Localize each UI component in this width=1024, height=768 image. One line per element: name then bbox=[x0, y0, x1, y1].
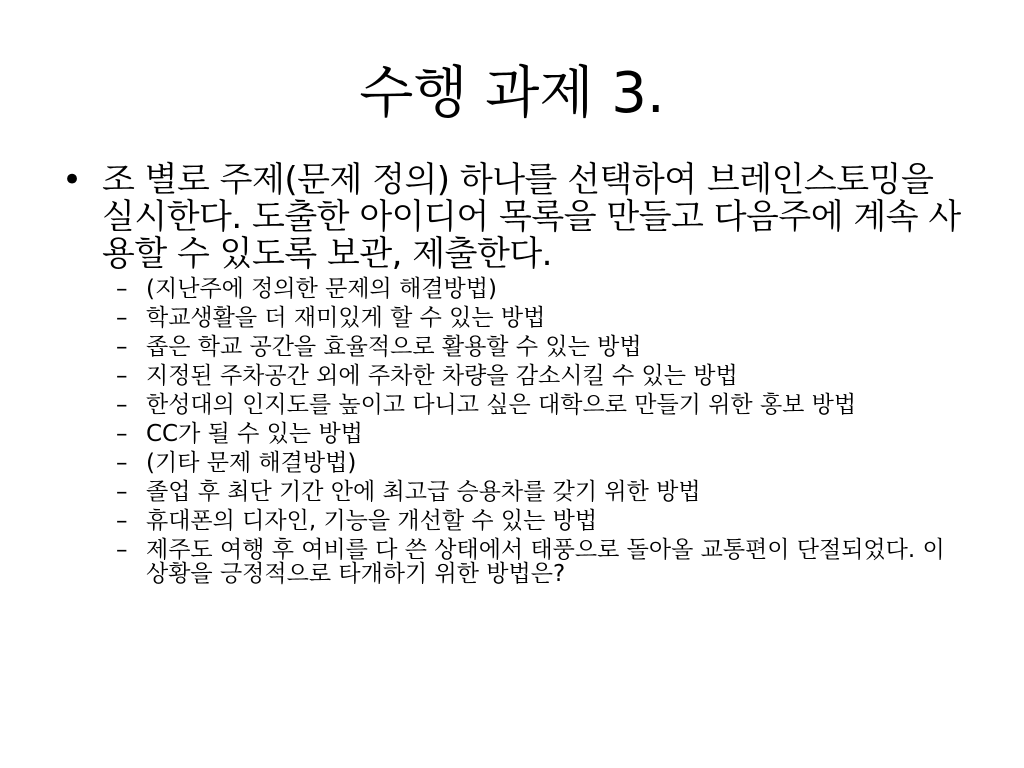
sub-bullet-text: 한성대의 인지도를 높이고 다니고 싶은 대학으로 만들기 위한 홍보 방법 bbox=[146, 392, 857, 418]
sub-bullet-item bbox=[102, 480, 962, 504]
sub-bullet-text: 졸업 후 최단 기간 안에 최고급 승용차를 갖기 위한 방법 bbox=[146, 479, 701, 505]
sub-bullet-text: 제주도 여행 후 여비를 다 쓴 상태에서 태풍으로 돌아올 교통편이 단절되었다. 이 상황을 긍정적으로 타개하기 위한 방법은? bbox=[146, 537, 945, 587]
sub-bullet-text: 좁은 학교 공간을 효율적으로 활용할 수 있는 방법 bbox=[146, 334, 642, 360]
dash-marker: – bbox=[116, 537, 128, 563]
dash-marker: – bbox=[116, 276, 128, 302]
sub-bullet-text: 지정된 주차공간 외에 주차한 차량을 감소시킬 수 있는 방법 bbox=[146, 363, 738, 389]
sub-bullet-item bbox=[102, 509, 962, 533]
sub-bullet-item bbox=[102, 335, 962, 359]
dash-marker: – bbox=[116, 479, 128, 505]
sub-bullet-text: CC가 될 수 있는 방법 bbox=[146, 421, 363, 447]
sub-bullet-item bbox=[102, 306, 962, 330]
main-bullet-list bbox=[62, 162, 962, 591]
dash-marker: – bbox=[116, 508, 128, 534]
sub-bullet-item bbox=[102, 364, 962, 388]
sub-bullet-text: (지난주에 정의한 문제의 해결방법) bbox=[146, 276, 497, 302]
sub-bullet-list bbox=[102, 277, 962, 586]
dash-marker: – bbox=[116, 363, 128, 389]
main-bullet-item bbox=[62, 162, 962, 586]
sub-bullet-item bbox=[102, 451, 962, 475]
slide-title: 수행 과제 3. bbox=[359, 61, 665, 126]
dash-marker: – bbox=[116, 421, 128, 447]
dash-marker: – bbox=[116, 334, 128, 360]
sub-bullet-item bbox=[102, 277, 962, 301]
dash-marker: – bbox=[116, 305, 128, 331]
dash-marker: – bbox=[116, 392, 128, 418]
sub-bullet-text: 휴대폰의 디자인, 기능을 개선할 수 있는 방법 bbox=[146, 508, 598, 534]
sub-bullet-text: 학교생활을 더 재미있게 할 수 있는 방법 bbox=[146, 305, 546, 331]
sub-bullet-item bbox=[102, 422, 962, 446]
sub-bullet-item bbox=[102, 393, 962, 417]
bullet-marker: • bbox=[62, 160, 83, 200]
dash-marker: – bbox=[116, 450, 128, 476]
sub-bullet-text: (기타 문제 해결방법) bbox=[146, 450, 357, 476]
main-bullet-text: 조 별로 주제(문제 정의) 하나를 선택하여 브레인스토밍을 실시한다. 도출한 아이디어 목록을 만들고 다음주에 계속 사용할 수 있도록 보관, 제출한다. bbox=[102, 160, 961, 274]
sub-bullet-item bbox=[102, 538, 962, 586]
